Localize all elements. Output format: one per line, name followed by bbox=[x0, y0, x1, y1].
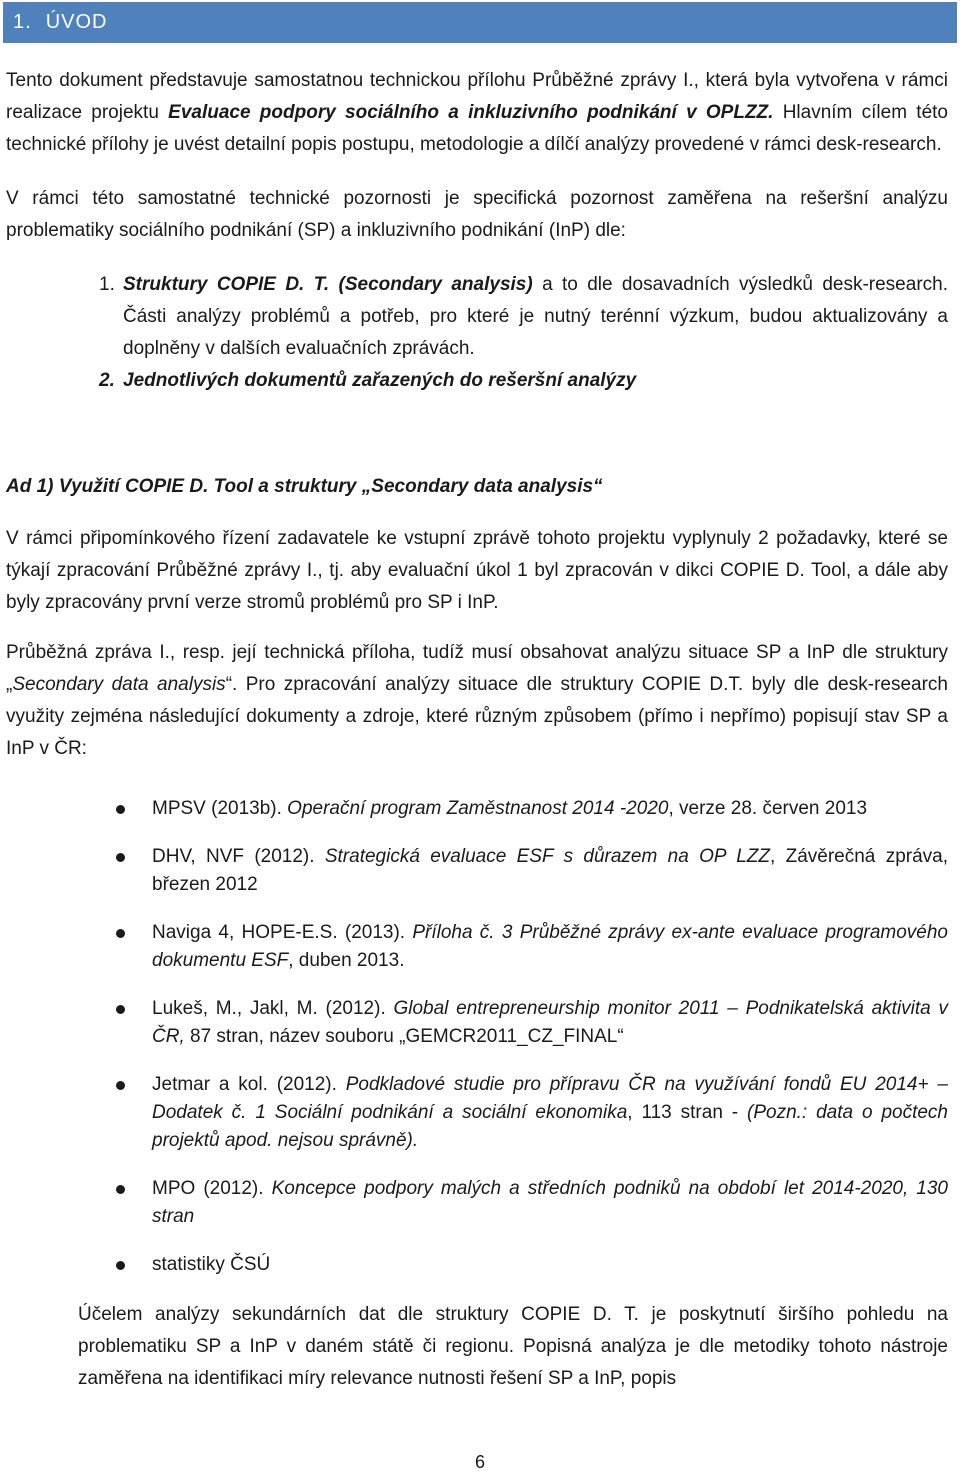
list-item: MPO (2012). Koncepce podpory malých a středních podniků na období let 2014-2020, 130 stran bbox=[152, 1175, 948, 1231]
bullet-icon bbox=[116, 1081, 125, 1090]
subsection-heading: Ad 1) Využití COPIE D. Tool a struktury „Secondary data analysis“ bbox=[6, 476, 603, 497]
list-item: 2. Jednotlivých dokumentů zařazených do rešeršní analýzy bbox=[99, 370, 637, 391]
bullet-icon bbox=[116, 929, 125, 938]
bullet-icon bbox=[116, 853, 125, 862]
list-item: Jetmar a kol. (2012). Podkladové studie pro přípravu ČR na využívání fondů EU 2014+ – Dodatek č. 1 Sociální podnikání a sociální ekonomika, 113 stran - (Pozn.: data o počtech projektů apod. nejsou správně). bbox=[152, 1071, 948, 1155]
section-heading bbox=[3, 2, 957, 43]
scope-paragraph: V rámci této samostatné technické pozornosti je specifická pozornost zaměřena na rešeršní analýzu problematiky sociálního podnikání (SP) a inkluzivního podnikání (InP) dle: bbox=[6, 188, 948, 241]
list-item: statistiky ČSÚ bbox=[152, 1251, 948, 1279]
bullet-icon bbox=[116, 1261, 125, 1270]
bullet-icon bbox=[116, 1185, 125, 1194]
list-item: MPSV (2013b). Operační program Zaměstnanost 2014 -2020, verze 28. červen 2013 bbox=[152, 795, 948, 823]
section-title: ÚVOD bbox=[45, 11, 108, 33]
purpose-paragraph: Účelem analýzy sekundárních dat dle struktury COPIE D. T. je poskytnutí širšího pohledu na problematiku SP a InP v daném státě či regionu. Popisná analýza je dle metodiky tohoto nástroje zaměřena na identifikaci míry relevance nutnosti řešení SP a InP, popis bbox=[78, 1304, 948, 1389]
page-number: 6 bbox=[474, 1452, 485, 1472]
document-body bbox=[6, 65, 948, 1395]
requirements-paragraph: V rámci připomínkového řízení zadavatele ke vstupní zprávě tohoto projektu vyplynuly 2 požadavky, které se týkají zpracování Průběžné zprávy I., tj. aby evaluační úkol 1 byl zpracován v dikci COPIE D. Tool, a dále aby byly zpracovány první verze stromů problémů pro SP i InP. bbox=[6, 528, 948, 613]
sources-intro-paragraph: Průběžná zpráva I., resp. její technická příloha, tudíž musí obsahovat analýzu situace SP a InP dle struktury „Secondary data analysis“. Pro zpracování analýzy situace dle struktury COPIE D.T. byly dle desk-research využity zejména následující dokumenty a zdroje, které různým způsobem (přímo i nepřímo) popisují stav SP a InP v ČR: bbox=[6, 642, 948, 759]
numbered-list bbox=[101, 269, 948, 397]
sources-list bbox=[152, 795, 948, 1279]
list-item: Lukeš, M., Jakl, M. (2012). Global entrepreneurship monitor 2011 – Podnikatelská aktivita v ČR, 87 stran, název souboru „GEMCR2011_CZ_FINAL“ bbox=[152, 995, 948, 1051]
bullet-icon bbox=[116, 805, 125, 814]
section-number: 1. bbox=[13, 11, 32, 33]
list-item: DHV, NVF (2012). Strategická evaluace ESF s důrazem na OP LZZ, Závěrečná zpráva, březen 2012 bbox=[152, 843, 948, 899]
bullet-icon bbox=[116, 1005, 125, 1014]
list-item: 1. Struktury COPIE D. T. (Secondary analysis) a to dle dosavadních výsledků desk-research. Části analýzy problémů a potřeb, pro které je nutný terénní výzkum, budou aktualizovány a doplněny v dalších evaluačních zprávách. bbox=[99, 274, 948, 359]
list-item: Naviga 4, HOPE-E.S. (2013). Příloha č. 3 Průběžné zprávy ex-ante evaluace programového dokumentu ESF, duben 2013. bbox=[152, 919, 948, 975]
intro-paragraph: Tento dokument představuje samostatnou technickou přílohu Průběžné zprávy I., která byla vytvořena v rámci realizace projektu Evaluace podpory sociálního a inkluzivního podnikání v OPLZZ. Hlavním cílem této technické přílohy je uvést detailní popis postupu, metodologie a dílčí analýzy provedené v rámci desk-research. bbox=[6, 70, 948, 155]
project-name: Evaluace podpory sociálního a inkluzivního podnikání v OPLZZ. bbox=[168, 102, 774, 123]
